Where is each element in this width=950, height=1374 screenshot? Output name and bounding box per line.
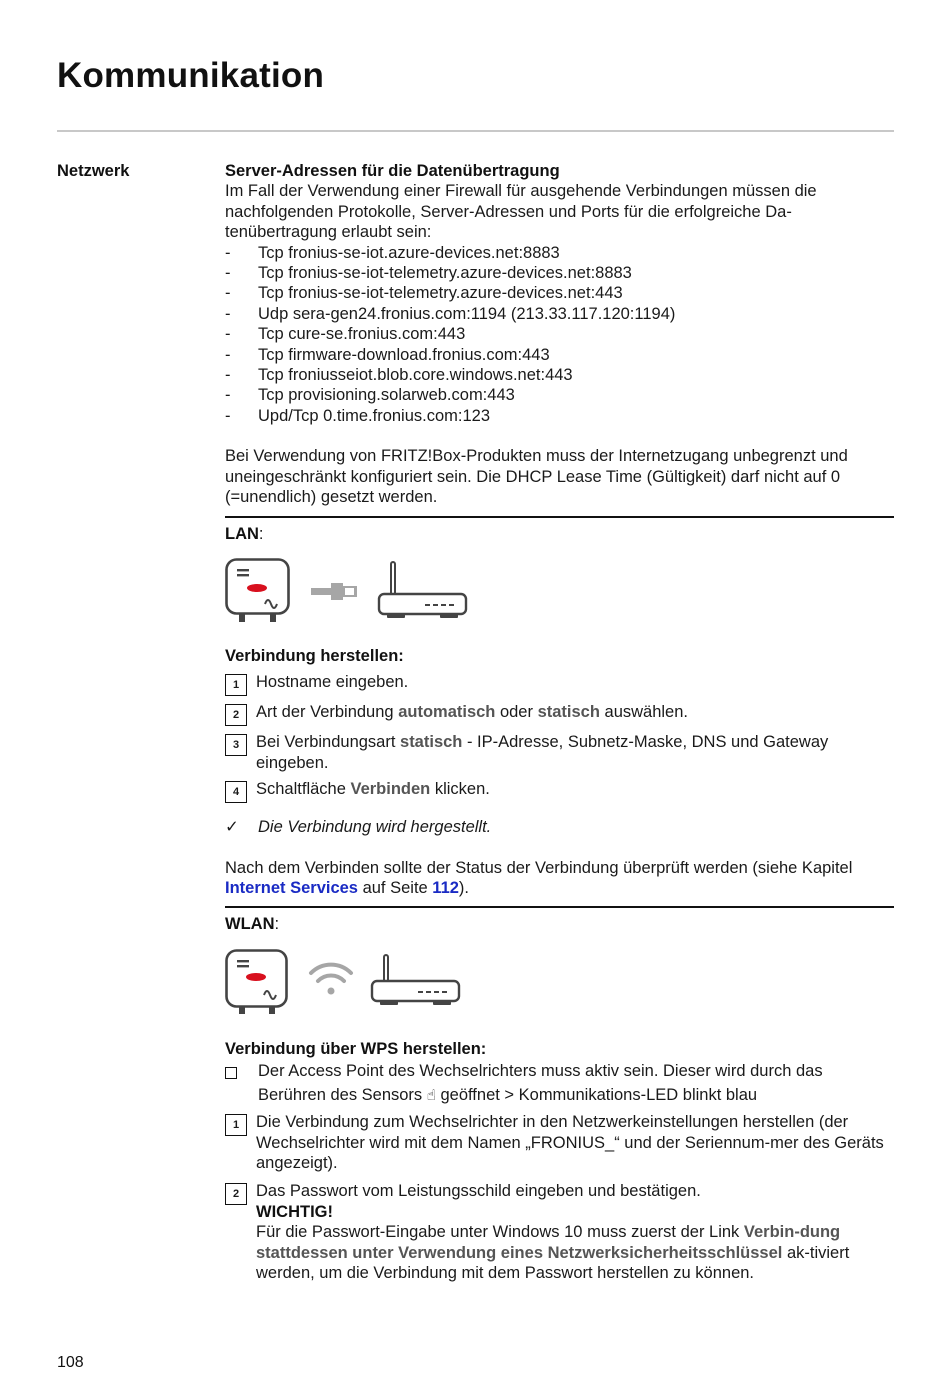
step-number: 4 [225,781,247,803]
network-key-link-ref: Verbin-dung stattdessen unter Verwendung eines Netzwerksicherheitsschlüssel [256,1223,841,1262]
step-text: Bei Verbindungsart statisch - IP-Adresse, Subnetz-Maske, DNS und Gateway eingeben. [256,733,829,772]
router-icon [379,562,466,618]
page-112-link[interactable]: 112 [432,878,459,897]
wlan-divider [225,906,894,908]
page-number: 108 [57,1354,84,1371]
lan-divider [225,516,894,518]
wlan-illustration [225,949,894,1027]
inverter-icon [227,950,287,1014]
step-text: Schaltfläche Verbinden klicken. [256,780,490,799]
list-item: - Tcp fronius-se-iot.azure-devices.net:8883 [225,243,560,262]
ethernet-plug-icon [311,583,357,600]
step-text: Die Verbindung zum Wechselrichter in den Netzwerkeinstellungen herstellen (der Wechselrichter wird mit dem Namen „FRONIUS_“ und der Seriennum-mer des Geräts angezeigt). [256,1113,884,1172]
lan-step-3 [225,732,894,773]
list-item: - Udp sera-gen24.fronius.com:1194 (213.33.117.120:1194) [225,304,676,323]
lan-step-1 [225,672,894,696]
step-text: Art der Verbindung automatisch oder statisch auswählen. [256,703,688,722]
wps-prerequisite: Der Access Point des Wechselrichters muss aktiv sein. Dieser wird durch das Berühren des Sensors ☝ geöffnet > Kommunikations-LED blinkt blau [225,1059,894,1108]
wlan-step-1 [225,1112,894,1173]
server-intro: Im Fall der Verwendung einer Firewall für ausgehende Verbindungen müssen die nachfolgenden Protokolle, Server-Adressen und Ports für die erfolgreiche Da-tenübertragung erlaubt sein: [225,182,817,242]
main-content [225,161,894,1283]
list-item: - Tcp provisioning.solarweb.com:443 [225,386,515,405]
verbinden-button-ref: Verbinden [350,780,431,799]
lan-note: Nach dem Verbinden sollte der Status der Verbindung überprüft werden (siehe Kapitel Internet Services auf Seite 112). [225,858,853,897]
list-item: - Upd/Tcp 0.time.fronius.com:123 [225,406,491,425]
list-item: - Tcp cure-se.fronius.com:443 [225,325,466,344]
lan-heading: LAN: [225,524,264,543]
server-heading: Server-Adressen für die Datenübertragung [225,162,560,180]
step-number: 1 [225,674,247,696]
option-automatisch: automatisch [398,703,496,722]
lan-illustration [225,558,894,636]
section-side-label: Netzwerk [57,162,130,180]
wifi-icon [311,964,351,994]
wps-heading: Verbindung über WPS herstellen: [225,1039,487,1058]
step-number: 2 [225,704,247,726]
option-statisch: statisch [537,703,600,722]
router-icon [372,955,459,1005]
internet-services-link[interactable]: Internet Services [225,878,358,897]
step-text: Das Passwort vom Leistungsschild eingeben und bestätigen. WICHTIG! Für die Passwort-Eingabe unter Windows 10 muss zuerst der Link Verbin-dung stattdessen unter Verwendung eines Netzwerksicherheitsschlüssel ak-tiviert werden, um die Verbindung mit dem Passwort herstellen zu können. [256,1182,850,1282]
step-number: 1 [225,1114,247,1136]
list-item: - Tcp froniusseiot.blob.core.windows.net:443 [225,366,573,385]
step-number: 3 [225,734,247,756]
title-divider [57,130,894,132]
step-text: Hostname eingeben. [256,673,409,692]
wlan-diagram [225,949,475,1019]
lan-steps-heading: Verbindung herstellen: [225,646,404,665]
inverter-icon [227,559,289,622]
wlan-step-2 [225,1181,894,1283]
touch-sensor-icon: ☝ [426,1087,436,1105]
important-label: WICHTIG! [256,1202,333,1221]
server-address-list [225,243,894,427]
fritzbox-note: Bei Verwendung von FRITZ!Box-Produkten muss der Internetzugang unbegrenzt und uneingeschränkt konfiguriert sein. Die DHCP Lease Time (Gültigkeit) darf nicht auf 0 (=unendlich) gesetzt werden. [225,447,848,507]
lan-step-4 [225,779,894,803]
list-item: - Tcp fronius-se-iot-telemetry.azure-devices.net:443 [225,284,623,303]
step-number: 2 [225,1183,247,1205]
page-title: Kommunikation [57,56,325,95]
lan-step-2 [225,702,894,726]
lan-result: ✓ Die Verbindung wird hergestellt. [225,818,492,837]
wlan-heading: WLAN: [225,915,280,934]
lan-diagram [225,558,475,628]
list-item: - Tcp firmware-download.fronius.com:443 [225,345,550,364]
list-item: - Tcp fronius-se-iot-telemetry.azure-devices.net:8883 [225,264,632,283]
checkbox-square-icon [225,1059,258,1108]
checkmark-icon: ✓ [225,818,239,837]
